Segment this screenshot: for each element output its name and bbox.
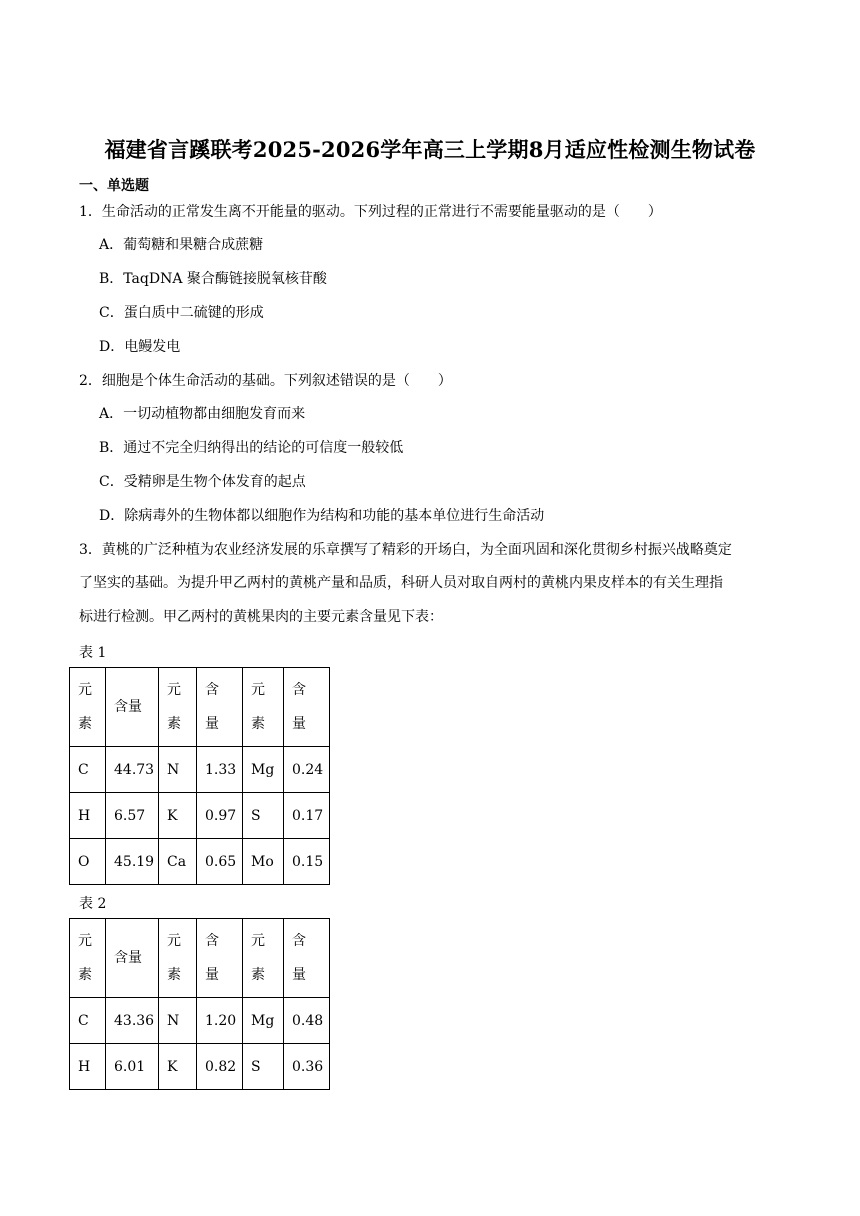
question-1-stem: 1．生命活动的正常发生离不开能量的驱动。下列过程的正常进行不需要能量驱动的是（ ）: [79, 204, 662, 220]
question-1-option-d: D．电鳗发电: [99, 339, 181, 355]
table-cell: 0.36: [284, 1044, 330, 1090]
table-1-caption: 表 1: [79, 645, 107, 661]
table-cell: N: [159, 998, 197, 1044]
table-header-cell: 元 素: [159, 668, 197, 747]
table-header-cell: 元 素: [243, 919, 284, 998]
table-cell: 6.57: [106, 793, 159, 839]
table-row: [70, 747, 330, 793]
table-cell: H: [70, 793, 106, 839]
table-cell: 0.48: [284, 998, 330, 1044]
table-cell: 0.65: [197, 839, 243, 885]
question-3-stem-line-3: 标进行检测。甲乙两村的黄桃果肉的主要元素含量见下表：: [79, 609, 443, 625]
question-1-option-a: A．葡萄糖和果糖合成蔗糖: [99, 237, 264, 253]
table-cell: 0.17: [284, 793, 330, 839]
question-3-stem-line-1: 3．黄桃的广泛种植为农业经济发展的乐章撰写了精彩的开场白，为全面巩固和深化贯彻乡村振兴战略奠定: [79, 542, 732, 558]
table-header-cell: 含量: [106, 668, 159, 747]
table-cell: 0.97: [197, 793, 243, 839]
question-2-option-c: C．受精卵是生物个体发育的起点: [99, 474, 306, 490]
table-2-header-row: [70, 919, 330, 998]
table-header-cell: 含 量: [284, 919, 330, 998]
section-heading: 一、单选题: [79, 178, 149, 194]
table-cell: O: [70, 839, 106, 885]
table-cell: 1.20: [197, 998, 243, 1044]
table-cell: Mo: [243, 839, 284, 885]
table-cell: 43.36: [106, 998, 159, 1044]
table-cell: C: [70, 998, 106, 1044]
table-row: [70, 793, 330, 839]
table-cell: N: [159, 747, 197, 793]
table-cell: Mg: [243, 998, 284, 1044]
table-cell: C: [70, 747, 106, 793]
table-cell: S: [243, 1044, 284, 1090]
table-header-cell: 元 素: [243, 668, 284, 747]
table-header-cell: 含量: [106, 919, 159, 998]
question-3-stem-line-2: 了坚实的基础。为提升甲乙两村的黄桃产量和品质，科研人员对取自两村的黄桃内果皮样本的有关生理指: [79, 575, 723, 591]
table-cell: 6.01: [106, 1044, 159, 1090]
table-cell: K: [159, 793, 197, 839]
table-cell: Ca: [159, 839, 197, 885]
table-cell: 1.33: [197, 747, 243, 793]
table-header-cell: 元 素: [70, 919, 106, 998]
table-header-cell: 元 素: [70, 668, 106, 747]
table-cell: H: [70, 1044, 106, 1090]
table-cell: 0.24: [284, 747, 330, 793]
table-row: [70, 1044, 330, 1090]
table-cell: S: [243, 793, 284, 839]
table-cell: 0.82: [197, 1044, 243, 1090]
table-2: [69, 918, 330, 1090]
table-header-cell: 元 素: [159, 919, 197, 998]
question-1-option-b: B．TaqDNA 聚合酶链接脱氧核苷酸: [99, 271, 327, 287]
question-2-stem: 2．细胞是个体生命活动的基础。下列叙述错误的是（ ）: [79, 373, 452, 389]
question-2-option-a: A．一切动植物都由细胞发育而来: [99, 406, 306, 422]
table-1-header-row: [70, 668, 330, 747]
question-2-option-d: D．除病毒外的生物体都以细胞作为结构和功能的基本单位进行生命活动: [99, 508, 545, 524]
table-cell: 44.73: [106, 747, 159, 793]
table-cell: 0.15: [284, 839, 330, 885]
table-header-cell: 含 量: [284, 668, 330, 747]
table-cell: Mg: [243, 747, 284, 793]
table-row: [70, 839, 330, 885]
table-cell: K: [159, 1044, 197, 1090]
table-cell: 45.19: [106, 839, 159, 885]
table-1: [69, 667, 330, 885]
table-header-cell: 含 量: [197, 668, 243, 747]
table-row: [70, 998, 330, 1044]
question-2-option-b: B．通过不完全归纳得出的结论的可信度一般较低: [99, 440, 404, 456]
table-2-caption: 表 2: [79, 896, 107, 912]
page-title: 福建省言蹊联考2025-2026学年高三上学期8月适应性检测生物试卷: [104, 137, 756, 162]
table-header-cell: 含 量: [197, 919, 243, 998]
question-1-option-c: C．蛋白质中二硫键的形成: [99, 305, 264, 321]
